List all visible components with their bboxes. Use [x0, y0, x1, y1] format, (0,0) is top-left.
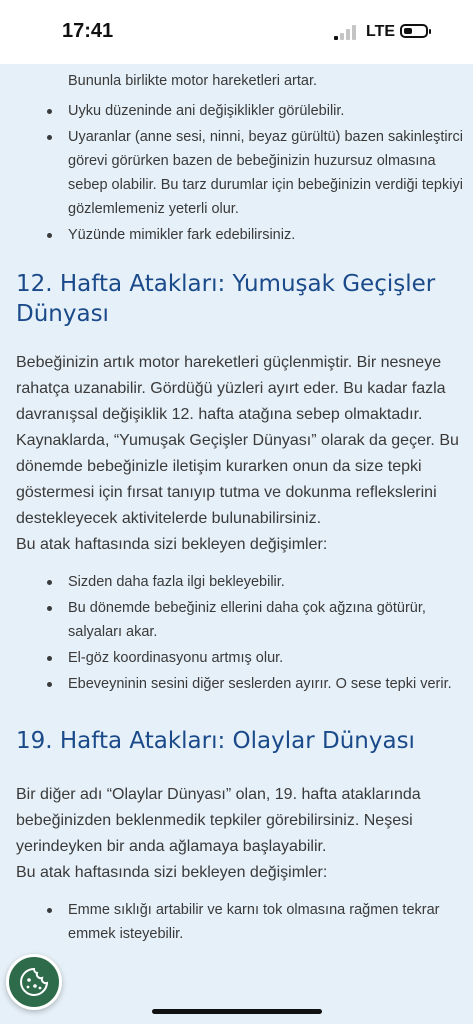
cookie-settings-button[interactable]	[6, 954, 62, 1010]
section-intro-19: Bu atak haftasında sizi bekleyen değişimler:	[16, 864, 328, 881]
status-bar	[0, 0, 473, 64]
home-indicator[interactable]	[152, 1009, 322, 1014]
section-intro-12: Bu atak haftasında sizi bekleyen değişimler:	[16, 536, 328, 553]
battery-icon	[400, 24, 428, 38]
list-item: Sizden daha fazla ilgi bekleyebilir.	[16, 570, 471, 594]
list-item: Uyaranlar (anne sesi, ninni, beyaz gürültü) bazen sakinleştirci görevi görürken bazen de bebeğinizin huzursuz olmasına sebep olabilir. Bu tarz durumlar için bebeğinizin verdiği tepkiyi gözlemlemeniz yeterli olur.	[16, 125, 471, 221]
list-item: Emme sıklığı artabilir ve karnı tok olmasına rağmen tekrar emmek isteyebilir.	[16, 898, 471, 946]
section-heading-19: 19. Hafta Atakları: Olaylar Dünyası	[16, 728, 415, 754]
section-bullet-list-19	[16, 898, 471, 946]
section-paragraph-19: Bir diğer adı “Olaylar Dünyası” olan, 19. hafta ataklarında bebeğinizden beklenmedik tepkiler görebilirsiniz. Neşesi yerindeyken bir anda ağlamaya başlayabilir.	[16, 786, 421, 855]
network-label: LTE	[366, 23, 396, 40]
list-item: Bu dönemde bebeğiniz ellerini daha çok ağzına götürür, salyaları akar.	[16, 596, 471, 644]
status-time: 17:41	[62, 20, 114, 42]
signal-strength-icon	[334, 24, 360, 40]
top-bullet-list	[16, 99, 471, 247]
bullet-continuation: Bununla birlikte motor hareketleri artar.	[68, 73, 318, 89]
cookie-icon	[18, 966, 50, 998]
section-heading-12: 12. Hafta Atakları: Yumuşak Geçişler Dünyası	[16, 271, 436, 327]
section-bullet-list-12	[16, 570, 471, 696]
article-content	[0, 64, 473, 1024]
list-item: El-göz koordinasyonu artmış olur.	[16, 646, 471, 670]
list-item: Yüzünde mimikler fark edebilirsiniz.	[16, 223, 471, 247]
list-item: Uyku düzeninde ani değişiklikler görülebilir.	[16, 99, 471, 123]
list-item: Ebeveyninin sesini diğer seslerden ayırır. O sese tepki verir.	[16, 672, 471, 696]
section-paragraph-12: Bebeğinizin artık motor hareketleri güçlenmiştir. Bir nesneye rahatça uzanabilir. Gördüğü yüzleri ayırt eder. Bu kadar fazla davranışsal değişiklik 12. hafta atağına sebep olmaktadır. Kaynaklarda, “Yumuşak Geçişler Dünyası” olarak da geçer. Bu dönemde bebeğinizle iletişim kurarken onun da size tepki göstermesi için fırsat tanıyıp tutma ve dokunma reflekslerini destekleyecek aktivitelerde bulunabilirsiniz.	[16, 354, 459, 527]
